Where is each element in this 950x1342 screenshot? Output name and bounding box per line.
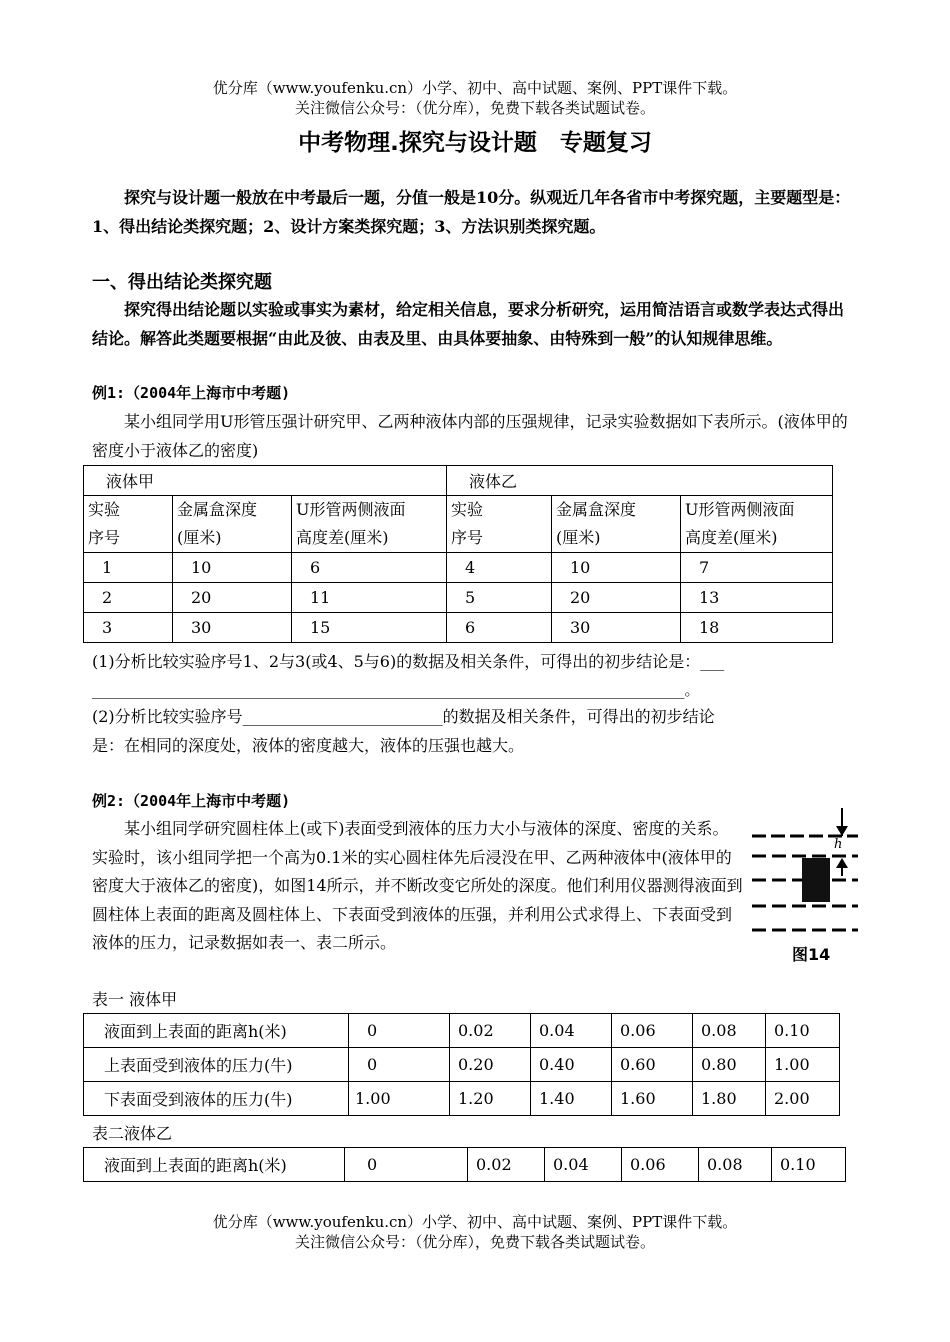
section1-description: 探究得出结论题以实验或事实为素材，给定相关信息，要求分析研究，运用简洁语言或数学表达式得出结论。解答此类题要根据“由此及彼、由表及里、由具体要抽象、由特殊到一般”的认知规律思维。 — [92, 300, 845, 348]
table-row — [84, 583, 833, 613]
figure-h-label: h — [834, 837, 843, 852]
table-cell: 0 — [349, 1014, 450, 1048]
group-a-header: 液体甲 — [84, 466, 447, 496]
table-cell: 30 — [552, 613, 681, 643]
table-cell: 0.04 — [545, 1148, 622, 1182]
col-header-diff-b: U形管两侧液面 高度差(厘米) — [681, 496, 833, 553]
table-cell: 10 — [552, 553, 681, 583]
table-cell: 上表面受到液体的压力(牛) — [84, 1048, 349, 1082]
table-cell: 0 — [345, 1148, 468, 1182]
footer-line-1: 优分库（www.youfenku.cn）小学、初中、高中试题、案例、PPT课件下载。 — [212, 1213, 738, 1231]
cylinder-immersion-diagram — [752, 800, 862, 970]
table-cell: 0.60 — [612, 1048, 693, 1082]
table-cell: 0.04 — [531, 1014, 612, 1048]
table-cell: 6 — [447, 613, 552, 643]
table-cell: 0.06 — [612, 1014, 693, 1048]
table-cell: 0.20 — [450, 1048, 531, 1082]
table-cell: 液面到上表面的距离h(米) — [84, 1148, 345, 1182]
col-header-seq-a: 实验 序号 — [84, 496, 173, 553]
table-cell: 5 — [447, 583, 552, 613]
table-cell: 0.40 — [531, 1048, 612, 1082]
table-cell: 13 — [681, 583, 833, 613]
table-cell: 2 — [84, 583, 173, 613]
example2-text: 某小组同学研究圆柱体上(或下)表面受到液体的压力大小与液体的深度、密度的关系。实验时，该小组同学把一个高为0.1米的实心圆柱体先后浸没在甲、乙两种液体中(液体甲的密度大于液体乙的密度)，如图14所示，并不断改变它所处的深度。他们利用仪器测得液面到圆柱体上表面的距离及圆柱体上、下表面受到液体的压强，并利用公式求得上、下表面受到液体的压力，记录数据如表一、表二所示。 — [92, 819, 743, 952]
col-header-depth-a: 金属盒深度 (厘米) — [173, 496, 292, 553]
table-cell: 20 — [173, 583, 292, 613]
table1-caption: 表一 液体甲 — [92, 990, 178, 1009]
example1-question2-line1: (2)分析比较实验序号_________________________的数据及相关条件，可得出的初步结论 — [92, 707, 715, 726]
table-cell: 0.06 — [622, 1148, 699, 1182]
table-cell: 1.00 — [349, 1082, 450, 1116]
example1-question1-blank: _______________________________________________________________________________。 — [92, 681, 700, 699]
example1-question1: (1)分析比较实验序号1、2与3(或4、5与6)的数据及相关条件，可得出的初步结论是：___ — [92, 652, 725, 671]
table-cell: 1 — [84, 553, 173, 583]
table-cell: 2.00 — [766, 1082, 840, 1116]
table-cell: 0.08 — [693, 1014, 766, 1048]
table-cell: 0.10 — [766, 1014, 840, 1048]
col-header-seq-b: 实验 序号 — [447, 496, 552, 553]
table-cell: 10 — [173, 553, 292, 583]
example2-label: 例2:（2004年上海市中考题) — [92, 792, 291, 810]
section1-heading: 一、得出结论类探究题 — [92, 272, 272, 293]
table-cell: 0.10 — [772, 1148, 846, 1182]
table-cell: 1.80 — [693, 1082, 766, 1116]
cylinder-shape — [802, 858, 830, 902]
table-row — [84, 1148, 846, 1182]
table-cell: 15 — [292, 613, 447, 643]
table-cell: 20 — [552, 583, 681, 613]
header-line-1: 优分库（www.youfenku.cn）小学、初中、高中试题、案例、PPT课件下载。 — [212, 79, 738, 97]
table-cell: 4 — [447, 553, 552, 583]
table-cell: 1.40 — [531, 1082, 612, 1116]
figure-caption: 图14 — [792, 945, 831, 964]
table-cell: 1.60 — [612, 1082, 693, 1116]
col-header-diff-a: U形管两侧液面 高度差(厘米) — [292, 496, 447, 553]
example1-question2-line2: 是：在相同的深度处，液体的密度越大，液体的压强也越大。 — [92, 736, 525, 755]
table-cell: 7 — [681, 553, 833, 583]
table-row — [84, 1082, 840, 1116]
table-row — [84, 1048, 840, 1082]
table-cell: 0 — [349, 1048, 450, 1082]
table-cell: 下表面受到液体的压力(牛) — [84, 1082, 349, 1116]
col-header-depth-b: 金属盒深度 (厘米) — [552, 496, 681, 553]
table-cell: 液面到上表面的距离h(米) — [84, 1014, 349, 1048]
table2-liquid-b — [83, 1147, 846, 1182]
header-line-2: 关注微信公众号：（优分库），免费下载各类试题试卷。 — [294, 99, 655, 117]
table1-liquid-a — [83, 1013, 840, 1116]
figure-14 — [752, 800, 862, 970]
intro-paragraph: 探究与设计题一般放在中考最后一题，分值一般是10分。纵观近几年各省市中考探究题，主要题型是：1、得出结论类探究题；2、设计方案类探究题；3、方法识别类探究题。 — [92, 188, 851, 236]
table-cell: 18 — [681, 613, 833, 643]
table-cell: 11 — [292, 583, 447, 613]
table-cell: 0.02 — [468, 1148, 545, 1182]
example1-table — [83, 465, 833, 643]
table-cell: 6 — [292, 553, 447, 583]
table-cell: 0.02 — [450, 1014, 531, 1048]
example1-text: 某小组同学用U形管压强计研究甲、乙两种液体内部的压强规律，记录实验数据如下表所示。(液体甲的密度小于液体乙的密度) — [92, 412, 848, 460]
table-cell: 30 — [173, 613, 292, 643]
page-title: 中考物理.探究与设计题 专题复习 — [298, 130, 652, 156]
example1-label: 例1:（2004年上海市中考题) — [92, 384, 291, 402]
table-cell: 0.80 — [693, 1048, 766, 1082]
group-b-header: 液体乙 — [447, 466, 833, 496]
table2-caption: 表二液体乙 — [92, 1124, 173, 1143]
footer-line-2: 关注微信公众号：（优分库），免费下载各类试题试卷。 — [294, 1233, 655, 1251]
table-cell: 1.00 — [766, 1048, 840, 1082]
table-row — [84, 1014, 840, 1048]
table-cell: 3 — [84, 613, 173, 643]
table-cell: 0.08 — [699, 1148, 772, 1182]
table-cell: 1.20 — [450, 1082, 531, 1116]
table-row — [84, 613, 833, 643]
table-row — [84, 553, 833, 583]
